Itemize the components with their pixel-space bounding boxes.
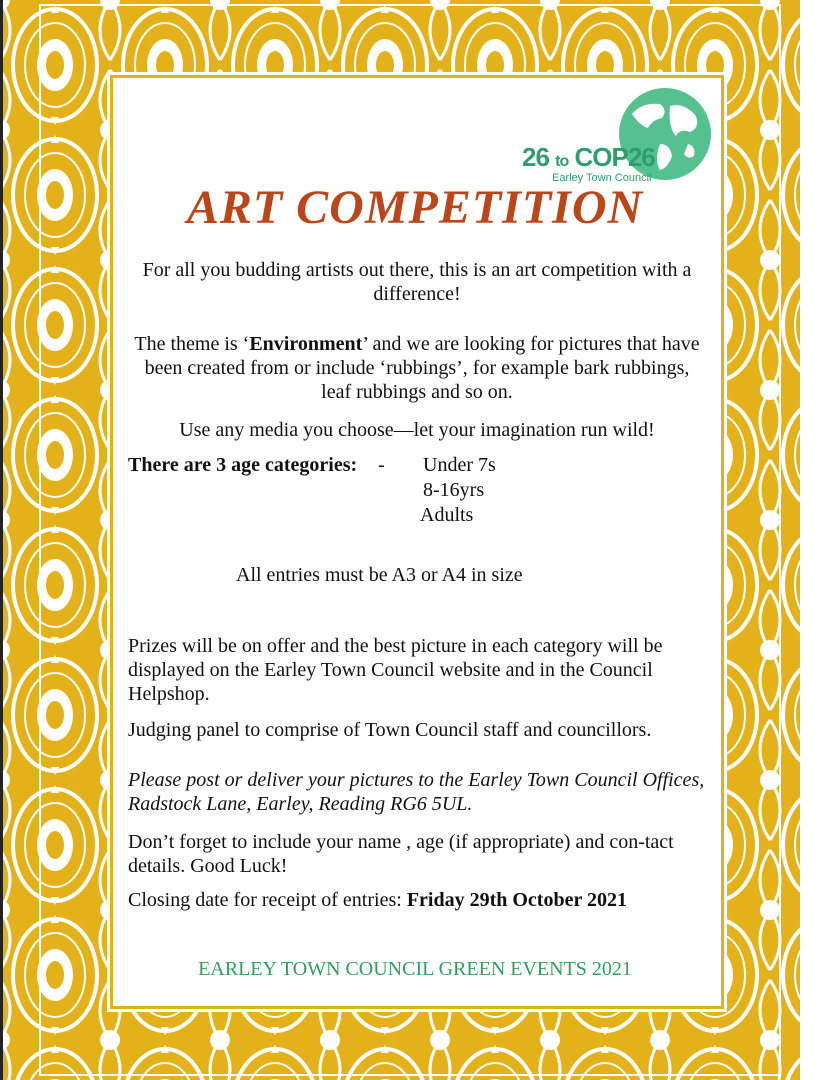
intro-paragraph: For all you budding artists out there, this is an art competition with a difference! — [142, 259, 692, 305]
size-requirement: All entries must be A3 or A4 in size — [236, 564, 523, 586]
media-paragraph: Use any media you choose—let your imagination run wild! — [179, 419, 655, 441]
closing-date-line: Closing date for receipt of entries: Friday 29th October 2021 — [128, 889, 627, 911]
theme-paragraph: The theme is ‘Environment’ and we are looking for pictures that have been created from or include ‘rubbings’, for example bark rubbings, leaf rubbings and so on. — [134, 333, 700, 403]
judging-paragraph: Judging panel to comprise of Town Council staff and councillors. — [128, 719, 652, 741]
logo-wordmark: 26 to COP26 — [522, 142, 655, 172]
age-category-item: Under 7s — [423, 454, 496, 476]
age-category-item: 8-16yrs — [423, 479, 485, 501]
age-category-item: Adults — [420, 504, 474, 526]
theme-keyword: Environment — [249, 333, 363, 355]
logo-subtitle: Earley Town Council — [552, 172, 652, 184]
right-margin — [800, 0, 831, 1080]
prizes-paragraph: Prizes will be on offer and the best picture in each category will be displayed on the Earley Town Council website and in the Council Helpshop. — [128, 635, 663, 705]
footer-banner: EARLEY TOWN COUNCIL GREEN EVENTS 2021 — [198, 958, 632, 980]
reminder-paragraph: Don’t forget to include your name , age (if appropriate) and con-tact details. Good Luck! — [128, 831, 674, 877]
closing-date: Friday 29th October 2021 — [406, 889, 627, 911]
page-title: ART COMPETITION — [186, 181, 644, 234]
age-categories-heading: There are 3 age categories: — [128, 454, 358, 476]
age-heading-dash: - — [378, 454, 385, 476]
age-category-list — [420, 453, 496, 528]
postal-address-paragraph: Please post or deliver your pictures to the Earley Town Council Offices, Radstock Lane, Earley, Reading RG6 5UL. — [128, 769, 705, 815]
left-edge-rule — [0, 0, 3, 1080]
